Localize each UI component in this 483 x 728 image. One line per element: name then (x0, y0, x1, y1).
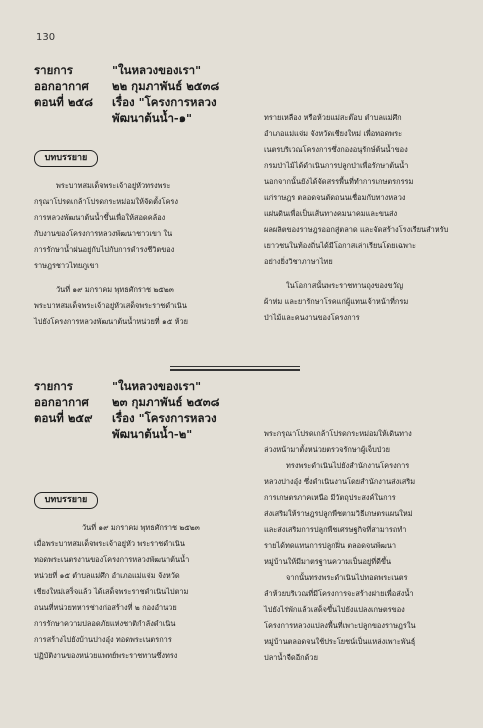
text-line: กรมป่าไม้ได้ดำเนินการปลูกป่าเพื่อรักษาต้นน้ำ (264, 161, 409, 170)
text-line: ปฏิบัติงานของหน่วยแพทย์พระราชทานซึ่งทรง (34, 651, 178, 660)
article-section-2 (34, 378, 454, 718)
text-line: วันที่ ๑๙ มกราคม พุทธศักราช ๒๕๒๓ (82, 523, 200, 532)
text-line: ทรายเหลือง หรือห้วยแม่สะต๊อบ ตำบลแม่ศึก (264, 113, 402, 122)
text-line: ส่งเสริมให้ราษฎรปลูกพืชตามวิธีเกษตรแผนใหม่ (264, 509, 413, 518)
text-line: การเกษตรภาคเหนือ มีวัตถุประสงค์ในการ (264, 493, 396, 502)
text-line: อำเภอแม่แจ่ม จังหวัดเชียงใหม่ เพื่อทอดพระ (264, 129, 403, 138)
text-line: หน่วยที่ ๑๕ ตำบลแม่ศึก อำเภอแม่แจ่ม จังหวัด (34, 571, 180, 580)
text-line: การสร้างไปยังบ้านปางอุ๋ง ทอดพระเนตรการ (34, 635, 172, 644)
text-line: ทอดพระเนตรงานของโครงการหลวงพัฒนาต้นน้ำ (34, 555, 190, 564)
text-line: แก่ราษฎร ตลอดจนตัดถนนเชื่อมกับทางหลวง (264, 193, 406, 202)
episode-label: ตอนที่ ๒๕๘ (34, 95, 93, 109)
text-line: วันที่ ๑๙ มกราคม พุทธศักราช ๒๕๒๓ (56, 285, 174, 294)
program-label: รายการ (34, 63, 73, 77)
program-title: "ในหลวงของเรา" (112, 379, 202, 393)
section-header (34, 378, 264, 442)
text-line: หมู่บ้านตลอดจนใช้ประโยชน์เป็นแหล่งเพาะพันธุ์ (264, 637, 416, 646)
text-line: การหลวงพัฒนาต้นน้ำขึ้นเพื่อให้สอดคล้อง (34, 213, 166, 222)
right-column (264, 426, 454, 666)
narration-badge: บทบรรยาย (34, 492, 98, 509)
text-line: เมื่อพระบาทสมเด็จพระเจ้าอยู่หัว พระราชดำเนิน (34, 539, 185, 548)
episode-title-cont: พัฒนาต้นน้ำ-๒" (112, 427, 193, 441)
text-line: กรุณาโปรดเกล้าโปรดกระหม่อมให้จัดตั้งโครง (34, 197, 178, 206)
text-line: จากนั้นทรงพระดำเนินไปทอดพระเนตร (286, 573, 408, 582)
text-line: แผ่นดินเพื่อเป็นเส้นทางคมนาคมและขนส่ง (264, 209, 398, 218)
text-line: รายได้ทดแทนการปลูกฝิ่น ตลอดจนพัฒนา (264, 541, 397, 550)
program-label: รายการ (34, 379, 73, 393)
section-divider (170, 366, 300, 371)
text-line: ไปยังไร่พักแล้วเสด็จขึ้นไปยังแปลงเกษตรของ (264, 605, 405, 614)
text-line: นอกจากนั้นยังได้จัดสรรพื้นที่ทำการเกษตรกรรม (264, 177, 414, 186)
text-line: พระบาทสมเด็จพระเจ้าอยู่หัวเสด็จพระราชดำเนิน (34, 301, 187, 310)
text-line: ไปยังโครงการหลวงพัฒนาต้นน้ำหน่วยที่ ๑๕ ห้วย (34, 317, 189, 326)
text-line: และส่งเสริมการปลูกพืชเศรษฐกิจที่สามารถทำ (264, 525, 407, 534)
text-line: เนตรบริเวณโครงการซึ่งกองอนุรักษ์ต้นน้ำของ (264, 145, 408, 154)
left-column (34, 520, 240, 664)
text-line: ป่าไม้และคนงานของโครงการ (264, 313, 360, 322)
text-line: เชียงใหม่เสร็จแล้ว ได้เสด็จพระราชดำเนินไปตาม (34, 587, 189, 596)
episode-title: เรื่อง "โครงการหลวง (112, 411, 217, 425)
text-line: อย่างยิ่งวิชาภาษาไทย (264, 257, 333, 266)
text-line: ผลผลิตของราษฎรออกสู่ตลาด และจัดสร้างโรงเรียนสำหรับ (264, 225, 449, 234)
left-column (34, 178, 240, 330)
text-line: เยาวชนในท้องถิ่นได้มีโอกาสเล่าเรียนโดยเฉพาะ (264, 241, 416, 250)
article-section-1 (34, 62, 454, 362)
text-line: หมู่บ้านให้มีมาตรฐานความเป็นอยู่ที่ดีขึ้น (264, 557, 391, 566)
text-line: ผ้าห่ม และยารักษาโรคแก่ผู้แทนเจ้าหน้าที่กรม (264, 297, 409, 306)
text-line: ล่วงหน้ามาตั้งหน่วยตรวจรักษาผู้เจ็บป่วย (264, 445, 390, 454)
episode-title: เรื่อง "โครงการหลวง (112, 95, 217, 109)
air-date-label: ออกอากาศ (34, 79, 89, 93)
text-line: การรักษาความปลอดภัยแห่งชาติกำลังดำเนิน (34, 619, 176, 628)
text-line: กับงานของโครงการหลวงพัฒนาชาวเขา ใน (34, 229, 173, 238)
text-line: ถนนที่หน่วยทหารช่างก่อสร้างที่ ๒ กองอำนวย (34, 603, 177, 612)
text-line: ราษฎรชาวไทยภูเขา (34, 261, 99, 270)
text-line: ลำห้วยบริเวณที่มีโครงการจะสร้างฝายเพื่อส่งน้ำ (264, 589, 414, 598)
text-line: ในโอกาสนั้นพระราชทานถุงของขวัญ (286, 281, 404, 290)
right-column (264, 110, 454, 326)
section-header (34, 62, 264, 126)
air-date-label: ออกอากาศ (34, 395, 89, 409)
text-line: โครงการหลวงแปลงพื้นที่เพาะปลูกของราษฎรใน (264, 621, 416, 630)
page-number: 130 (36, 32, 56, 43)
text-line: ปลาน้ำจืดอีกด้วย (264, 653, 318, 662)
air-date: ๒๒ กุมภาพันธ์ ๒๕๓๘ (112, 79, 220, 93)
episode-label: ตอนที่ ๒๕๙ (34, 411, 93, 425)
text-line: การรักษาน้ำฝนอยู่กับไปกับการดำรงชีวิตของ (34, 245, 175, 254)
text-line: พระกรุณาโปรดเกล้าโปรดกระหม่อมให้เดินทาง (264, 429, 412, 438)
air-date: ๒๓ กุมภาพันธ์ ๒๕๓๘ (112, 395, 220, 409)
program-title: "ในหลวงของเรา" (112, 63, 202, 77)
text-line: ทรงพระดำเนินไปยังสำนักงานโครงการ (286, 461, 410, 470)
text-line: หลวงปางอุ๋ง ซึ่งดำเนินงานโดยสำนักงานส่งเสริม (264, 477, 416, 486)
episode-title-cont: พัฒนาต้นน้ำ-๑" (112, 111, 193, 125)
narration-badge: บทบรรยาย (34, 150, 98, 167)
text-line: พระบาทสมเด็จพระเจ้าอยู่หัวทรงพระ (56, 181, 171, 190)
